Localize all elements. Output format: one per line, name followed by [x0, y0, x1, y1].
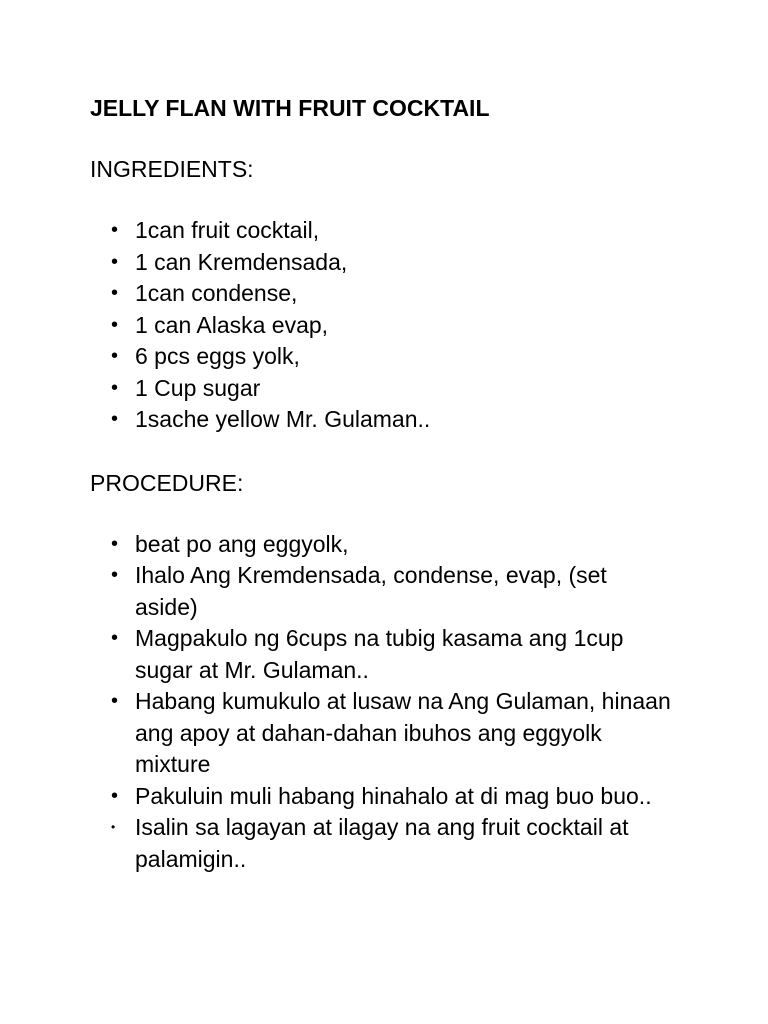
bullet-icon: •	[111, 345, 119, 367]
bullet-icon: •	[111, 784, 119, 807]
bullet-icon: •	[111, 219, 119, 241]
list-item	[90, 215, 690, 247]
recipe-document	[90, 92, 690, 875]
ingredient-text: 1can condense,	[135, 280, 298, 306]
ingredients-list	[90, 215, 690, 436]
procedure-heading: PROCEDURE:	[90, 469, 244, 496]
bullet-icon: •	[111, 376, 119, 399]
ingredient-text: 1 can Alaska evap,	[135, 311, 329, 338]
bullet-icon: •	[111, 313, 119, 336]
list-item	[90, 623, 675, 686]
procedure-list	[90, 529, 690, 876]
ingredients-heading: INGREDIENTS:	[90, 156, 254, 182]
list-item	[90, 686, 675, 781]
procedure-step-text: Isalin sa lagayan at ilagay na ang fruit cocktail at palamigin..	[135, 814, 629, 872]
procedure-step-text: Ihalo Ang Kremdensada, condense, evap, (set aside)	[135, 562, 607, 620]
bullet-icon: •	[111, 627, 119, 649]
bullet-icon: •	[111, 820, 116, 834]
list-item	[90, 310, 690, 342]
list-item	[90, 812, 675, 875]
bullet-icon: •	[111, 408, 119, 430]
ingredient-text: 1 can Kremdensada,	[135, 248, 348, 275]
procedure-step-text: Magpakulo ng 6cups na tubig kasama ang 1cup sugar at Mr. Gulaman..	[135, 625, 624, 683]
bullet-icon: •	[111, 282, 119, 304]
procedure-step-text: Habang kumukulo at lusaw na Ang Gulaman, hinaan ang apoy at dahan-dahan ibuhos ang eggyolk mixture	[135, 688, 671, 777]
bullet-icon: •	[111, 690, 119, 712]
procedure-step-text: Pakuluin muli habang hinahalo at di mag buo buo..	[135, 782, 652, 809]
ingredient-text: 1can fruit cocktail,	[135, 217, 320, 243]
list-item	[90, 341, 690, 373]
list-item	[90, 529, 675, 561]
procedure-step-text: beat po ang eggyolk,	[135, 530, 349, 557]
bullet-icon: •	[111, 250, 119, 273]
bullet-icon: •	[111, 564, 119, 586]
ingredient-text: 6 pcs eggs yolk,	[135, 343, 300, 369]
bullet-icon: •	[111, 532, 119, 555]
list-item	[90, 404, 690, 436]
list-item	[90, 278, 690, 310]
list-item	[90, 247, 690, 279]
list-item	[90, 373, 690, 405]
ingredient-text: 1 Cup sugar	[135, 374, 261, 401]
ingredient-text: 1sache yellow Mr. Gulaman..	[135, 406, 431, 432]
list-item	[90, 781, 675, 813]
list-item	[90, 560, 675, 623]
recipe-title: JELLY FLAN WITH FRUIT COCKTAIL	[90, 95, 490, 121]
